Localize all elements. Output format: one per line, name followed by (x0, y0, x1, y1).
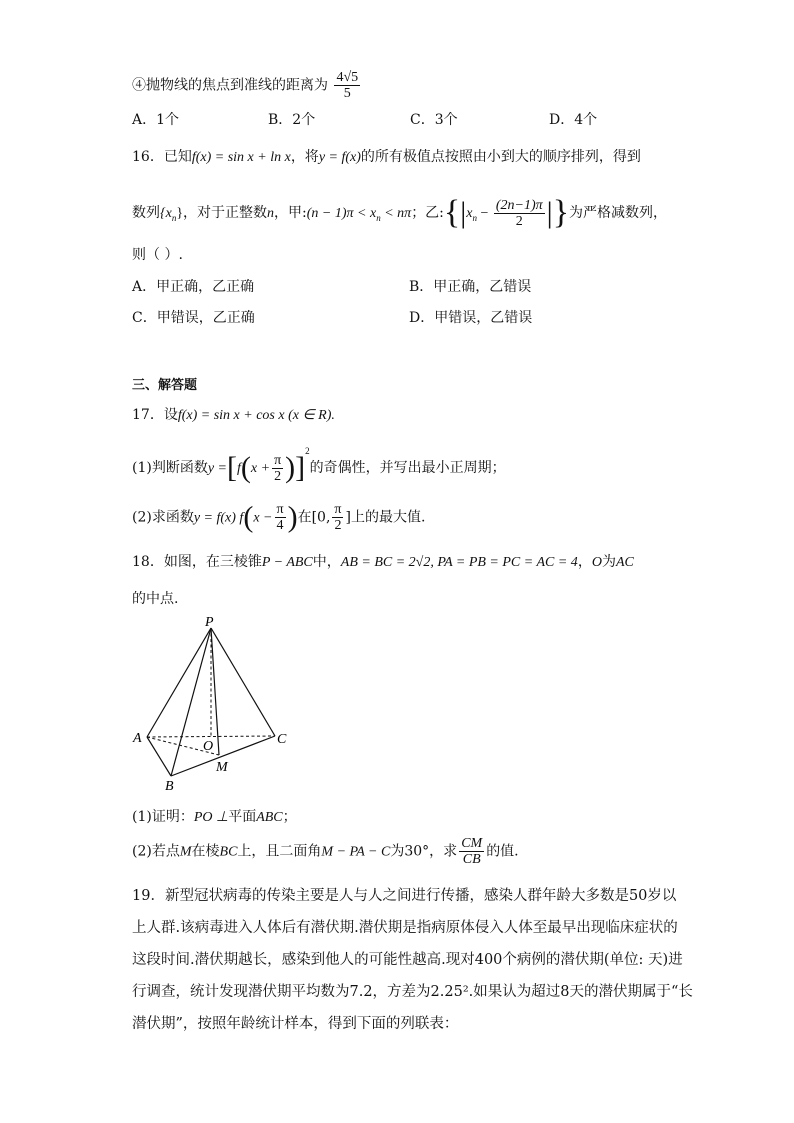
q15-item4 (132, 70, 362, 101)
q16-seq-close: } (176, 206, 184, 221)
q18-o: O (591, 555, 602, 570)
q16-seq: {x (160, 206, 172, 221)
q15-item4-text: ④抛物线的焦点到准线的距离为 (132, 77, 328, 94)
q16-fraction (494, 198, 545, 229)
fraction-denominator: 2 (515, 213, 523, 229)
q16-text: 数列 (132, 205, 160, 221)
q16-function-def: f(x) = sin x + ln x (191, 150, 291, 165)
q16-x: x (466, 206, 473, 221)
left-bracket: [ (227, 451, 238, 484)
label-o: O (203, 739, 214, 754)
q19-line: 上人群.该病毒进入人体后有潜伏期.潜伏期是指病原体侵入人体至最早出现临床症状的 (132, 920, 678, 936)
fraction-denominator: 4 (276, 518, 284, 533)
q19-paragraph (132, 880, 693, 1040)
q16-line1 (132, 146, 641, 166)
q18-text: 中， (312, 554, 341, 570)
q18-text: 为30°，求 (390, 843, 458, 860)
q17-line1 (132, 404, 335, 424)
q18-m: M (179, 844, 192, 860)
fraction-denominator: CB (462, 852, 481, 867)
q18-text: 18．如图，在三棱锥 (132, 554, 262, 570)
q17-expr: y = f(x) f (193, 510, 244, 526)
label-a: A (133, 731, 142, 746)
q16-y-eq: y = f(x) (318, 150, 361, 165)
q16-sub: n (171, 212, 177, 223)
q16-option-d: D．甲错误，乙错误 (409, 310, 533, 326)
right-paren: ) (287, 500, 298, 534)
q18-text: 在棱 (191, 843, 220, 860)
q15-item4-fraction (334, 70, 360, 101)
label-c: C (277, 732, 287, 747)
q18-text: 上，且二面角 (237, 843, 322, 860)
q17-pi-over-4 (275, 502, 286, 533)
q17-square: 2 (305, 446, 310, 456)
q18-line2: 的中点. (132, 591, 179, 607)
q17-text: 在[0, (297, 509, 331, 526)
q16-option-b: B．甲正确，乙错误 (409, 279, 532, 295)
fraction-denominator: 5 (343, 86, 351, 101)
q19-line: 潜伏期”，按照年龄统计样本，得到下面的列联表： (132, 1016, 459, 1032)
label-m: M (216, 760, 228, 775)
q18-ac: AC (615, 555, 634, 570)
q18-bc: BC (219, 844, 238, 860)
q18-text: (2)若点 (132, 843, 180, 860)
q16-text: ，对于正整数 (183, 205, 268, 221)
q18-po-perp: PO ⊥ (193, 810, 229, 825)
q18-text: 为 (601, 554, 616, 570)
fraction-denominator: 2 (334, 518, 342, 533)
q17-text: 的奇偶性，并写出最小正周期； (309, 460, 506, 476)
fraction-numerator: 4√5 (336, 70, 359, 85)
label-b: B (165, 779, 174, 794)
q18-line1 (132, 551, 634, 571)
right-abs-bar: | (546, 196, 553, 229)
q16-text: 为严格减数列， (569, 205, 668, 221)
q18-text: 平面 (228, 809, 257, 825)
q15-option-b: B．2个 (268, 112, 316, 128)
segment-pm (211, 628, 219, 755)
q15-option-a: A．1个 (132, 112, 180, 128)
q16-jia: ，甲: (274, 205, 307, 221)
q19-line: 这段时间.潜伏期越长，感染到他人的可能性越高.现对400个病例的潜伏期(单位: 天)进 (132, 952, 683, 968)
q17-number: 17．设 (132, 407, 178, 423)
q18-text: ； (282, 809, 297, 825)
q16-line3: 则（ ）. (132, 247, 183, 263)
q17-f: f (237, 461, 241, 476)
right-bracket: ] (295, 451, 306, 484)
q16-option-a: A．甲正确，乙正确 (132, 279, 255, 295)
q18-text: (1)证明： (132, 809, 194, 825)
q18-part1 (132, 806, 297, 826)
q16-sub: n (472, 212, 477, 223)
fraction-numerator: π (276, 502, 284, 517)
q17-x: x + (250, 461, 271, 476)
q19-line: 19．新型冠状病毒的传染主要是人与人之间进行传播，感染人群年龄大多数是50岁以 (132, 888, 677, 904)
q18-part2 (132, 836, 519, 867)
q18-abc: ABC (256, 810, 283, 825)
left-brace: { (443, 194, 461, 231)
q16-ineq-end: < nπ (380, 206, 412, 221)
q16-sub: n (376, 212, 381, 223)
q16-text: 的所有极值点按照由小到大的顺序排列，得到 (360, 149, 641, 165)
q18-dihedral: M − PA − C (321, 844, 391, 860)
fraction-numerator: π (274, 452, 282, 468)
q17-pi-over-2 (272, 453, 283, 484)
label-p: P (205, 615, 214, 630)
q17-pi-over-2 (332, 502, 343, 533)
q17-x: x − (253, 510, 273, 526)
q18-equalities: AB = BC = 2√2, PA = PB = PC = AC = 4 (340, 555, 578, 570)
left-paren: ( (243, 500, 254, 534)
q18-pabc: P − ABC (261, 555, 313, 570)
q19-line: 行调查，统计发现潜伏期平均数为7.2，方差为2.25².如果认为超过8天的潜伏期属于“长 (132, 984, 693, 1000)
q17-part2 (132, 502, 425, 533)
q18-text: ， (577, 554, 592, 570)
tetrahedron-diagram (125, 612, 305, 797)
q18-ratio (459, 836, 484, 867)
q16-text: ，将 (290, 149, 319, 165)
q15-option-c: C．3个 (410, 112, 458, 128)
edge-pc (211, 628, 275, 736)
q16-minus: − (476, 206, 492, 221)
edge-pa (147, 628, 211, 737)
q17-text: (2)求函数 (132, 509, 194, 526)
q16-yi: ；乙: (411, 205, 444, 221)
q16-option-c: C．甲错误，乙正确 (132, 310, 255, 326)
fraction-numerator: CM (461, 836, 483, 851)
q16-number: 16．已知 (132, 149, 192, 165)
edge-ab (147, 737, 171, 776)
left-abs-bar: | (460, 196, 467, 229)
q17-part1 (132, 446, 506, 484)
right-paren: ) (285, 451, 296, 484)
q16-n: n (267, 206, 275, 221)
fraction-numerator: π (334, 502, 342, 517)
q17-def: f(x) = sin x + cos x (x ∈ R). (177, 408, 335, 423)
fraction-denominator: 2 (274, 468, 282, 484)
q16-line2 (132, 196, 667, 230)
q17-text: ]上的最大值. (345, 509, 426, 526)
q15-option-d: D．4个 (549, 112, 598, 128)
q17-text: (1)判断函数 (132, 460, 208, 476)
edge-ac-hidden (147, 736, 275, 737)
q17-y: y = (207, 461, 228, 476)
q18-text: 的值. (486, 843, 519, 860)
section-title: 三、解答题 (132, 378, 198, 393)
fraction-numerator: (2n−1)π (495, 197, 543, 213)
q16-ineq: (n − 1)π < x (306, 206, 377, 221)
right-brace: } (552, 194, 570, 231)
left-paren: ( (240, 451, 251, 484)
